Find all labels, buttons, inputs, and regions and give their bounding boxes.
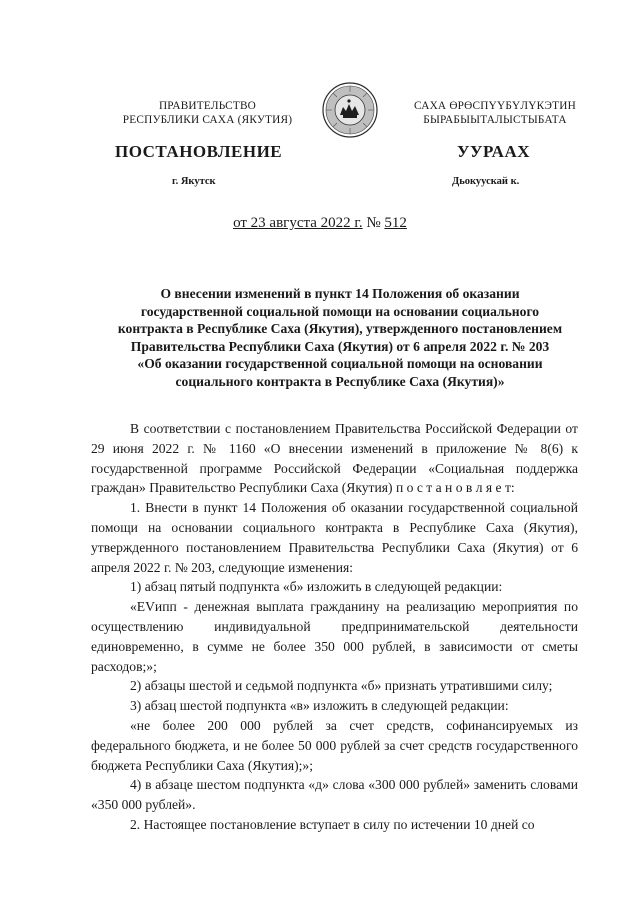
paragraph-subitem-4: 4) в абзаце шестом подпункта «д» слова «300 000 рублей» заменить словами «350 000 рублей».	[91, 777, 578, 813]
title-line: Правительства Республики Саха (Якутия) от 6 апреля 2022 г. № 203	[130, 338, 550, 354]
doc-type-ru: ПОСТАНОВЛЕНИЕ	[115, 142, 283, 161]
paragraph-quote-1: «EVипп - денежная выплата гражданину на реализацию мероприятия по осуществлению индивидуальной предпринимательской деятельности единовременно, в сумме не более 350 000 рублей, в зависимости от сметы расходов;»;	[91, 599, 578, 674]
header-left-line2: РЕСПУБЛИКИ САХА (ЯКУТИЯ)	[122, 114, 293, 126]
paragraph-item-2: 2. Настоящее постановление вступает в силу по истечении 10 дней со	[130, 816, 535, 832]
paragraph-preamble: В соответствии с постановлением Правительства Российской Федерации от 29 июня 2022 г. № 1160 «О внесении изменений в приложение № 8(6) к государственной программе Российской Федерации «Социальная поддержка граждан» Правительство Республики Саха (Якутия) п о с т а н о в л я е т:	[91, 421, 578, 496]
paragraph-item-1: 1. Внести в пункт 14 Положения об оказании государственной социальной помощи на основании социального контракта в Республике Саха (Якутия), утвержденного постановлением Правительства Республики Саха (Якутия) от 6 апреля 2022 г. № 203, следующие изменения:	[91, 500, 578, 575]
paragraph-subitem-3: 3) абзац шестой подпункта «в» изложить в следующей редакции:	[130, 698, 509, 714]
document-date-number	[0, 215, 640, 232]
title-line: «Об оказании государственной социальной помощи на основании	[137, 356, 543, 372]
document-body	[91, 419, 578, 835]
title-line: контракта в Республике Саха (Якутия), утвержденного постановлением	[117, 321, 563, 337]
paragraph-subitem-1: 1) абзац пятый подпункта «б» изложить в следующей редакции:	[130, 579, 503, 595]
document-date: от 23 августа 2022 г.	[233, 215, 363, 231]
title-line: государственной социальной помощи на основании социального	[140, 303, 540, 319]
city-ru: г. Якутск	[172, 176, 216, 187]
document-title	[100, 285, 580, 391]
coat-of-arms-icon	[322, 82, 378, 138]
header-left	[115, 99, 300, 127]
header-right-line2: БЫРАБЫЫТАЛЫСТЫБАТА	[423, 114, 567, 126]
header-right-line1: САХА ӨРӨСПҮҮБҮЛҮКЭТИН	[414, 100, 576, 112]
doc-type-sakha: УУРААХ	[457, 142, 530, 161]
number-sign: №	[366, 215, 381, 231]
title-line: социального контракта в Республике Саха (Якутия)»	[175, 373, 505, 389]
document-number: 512	[384, 215, 407, 231]
title-line: О внесении изменений в пункт 14 Положения об оказании	[160, 286, 520, 301]
header-left-line1: ПРАВИТЕЛЬСТВО	[158, 100, 257, 112]
paragraph-quote-2: «не более 200 000 рублей за счет средств, софинансируемых из федерального бюджета, и не более 50 000 рублей за счет средств государственного бюджета Республики Саха (Якутия);»;	[91, 717, 578, 773]
paragraph-subitem-2: 2) абзацы шестой и седьмой подпункта «б» признать утратившими силу;	[130, 678, 553, 694]
header-right	[395, 99, 595, 127]
city-sakha: Дьокуускай к.	[452, 176, 520, 187]
